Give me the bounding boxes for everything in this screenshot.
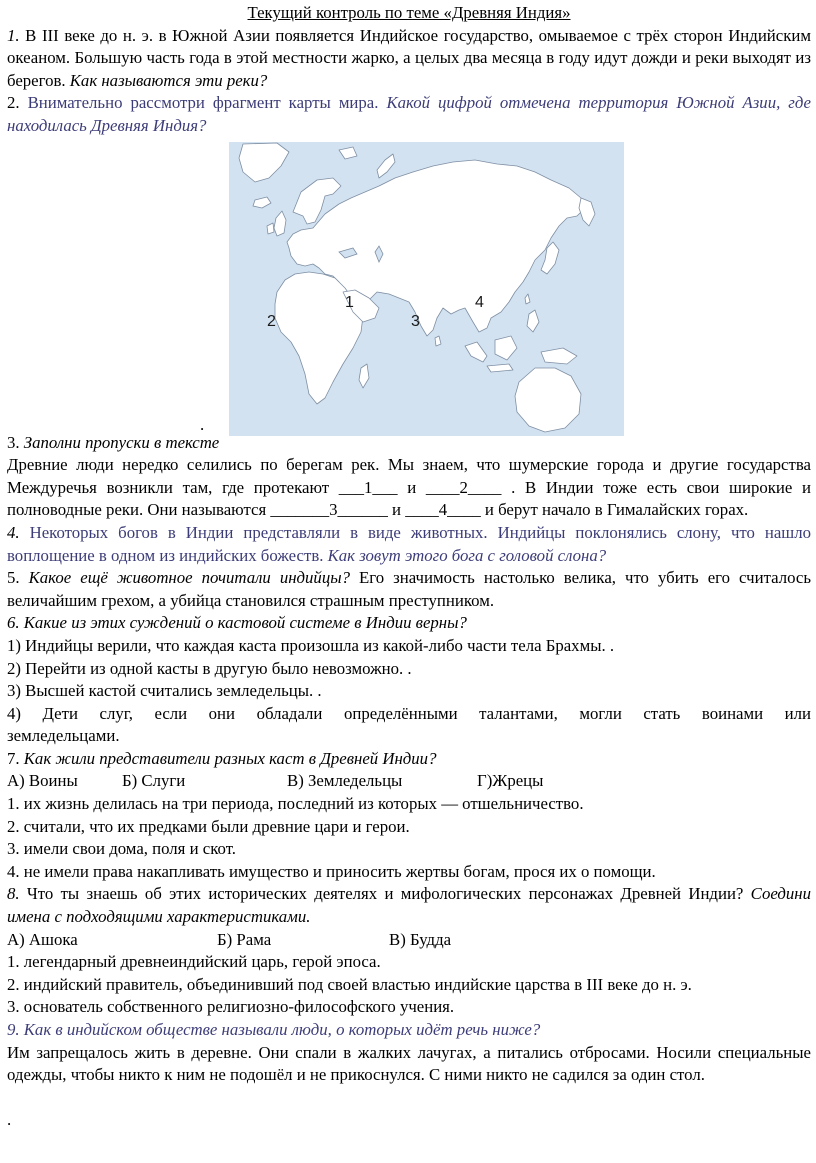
question-8 — [7, 883, 811, 928]
map-container — [7, 138, 811, 432]
question-7-title: Как жили представители разных каст в Древней Индии? — [19, 748, 437, 768]
question-1 — [7, 25, 811, 93]
page-title: Текущий контроль по теме «Древняя Индия» — [247, 3, 571, 22]
question-6-item-4: 4) Дети слуг, если они обладали определёнными талантами, могли стать воинами или земледельцами. — [7, 703, 811, 746]
question-4-number: 4. — [7, 522, 20, 542]
question-4 — [7, 522, 811, 567]
question-9-text: Им запрещалось жить в деревне. Они спали в жалких лачугах, а питались отбросами. Носили специальные одежды, чтобы никто к ним не подошёл и не прикоснулся. С ними никто не садился за один стол. — [7, 1042, 811, 1085]
question-2-text: Внимательно рассмотри фрагмент карты мира. — [19, 93, 387, 113]
question-8-item-3: 3. основатель собственного религиозно-философского учения. — [7, 997, 455, 1017]
question-2-number: 2. — [7, 93, 20, 113]
question-3-text: Древние люди нередко селились по берегам рек. Мы знаем, что шумерские города и другие государства Междуречья возникли там, где протекают ___1___ и ____2____ . В Индии тоже есть свои широкие и полноводные реки. Они называются _______3______ и ____4____ и берут начало в Гималайских горах. — [7, 455, 811, 520]
question-7-item-3: 3. имели свои дома, поля и скот. — [7, 839, 236, 859]
question-5-prompt: Какое ещё животное почитали индийцы? — [19, 568, 350, 588]
question-7-item-1: 1. их жизнь делилась на три периода, последний из которых — отшельничество. — [7, 794, 584, 814]
question-7-item-2: 2. считали, что их предками были древние цари и герои. — [7, 816, 410, 836]
question-2 — [7, 92, 811, 137]
question-6-heading: 6. Какие из этих суждений о кастовой системе в Индии верны? — [7, 613, 467, 633]
question-1-text: В III веке до н. э. в Южной Азии появляется Индийское государство, омываемое с трёх сторон Индийским океаном. Большую часть года в этой местности жарко, а целых два месяца в году идут дожди и реки выходят из берегов. — [7, 25, 811, 90]
question-4-text: Некоторых богов в Индии представляли в виде животных. Индийцы поклонялись слону, что нашло воплощение в одном из индийских божеств. — [7, 522, 811, 565]
question-8-title: Соедини имена с подходящими характеристиками. — [7, 884, 811, 927]
question-8-item-1: 1. легендарный древнеиндийский царь, герой эпоса. — [7, 952, 381, 972]
question-8-options — [7, 929, 811, 952]
question-8-option-a: А) Ашока — [7, 929, 78, 949]
question-9-prompt: 9. Как в индийском обществе называли люди, о которых идёт речь ниже? — [7, 1020, 541, 1039]
question-1-number: 1. — [7, 25, 20, 45]
question-7-option-c: В) Земледельцы — [287, 771, 403, 791]
question-5-text: Его значимость настолько велика, что убить его считалось величайшим грехом, а убийца становился страшным преступником. — [7, 568, 811, 610]
question-8-number: 8. — [7, 884, 20, 904]
worksheet — [7, 0, 811, 1131]
question-7-options — [7, 770, 811, 793]
map-label-3: 3 — [411, 312, 420, 330]
question-7-option-b: Б) Слуги — [122, 771, 186, 791]
map-label-1: 1 — [345, 293, 354, 311]
world-map — [229, 142, 624, 436]
question-7-option-a: А) Воины — [7, 771, 78, 791]
question-5 — [7, 567, 811, 612]
question-8-option-c: В) Будда — [389, 929, 452, 949]
question-1-prompt: Как называются эти реки? — [69, 70, 268, 90]
question-7-option-d: Г)Жрецы — [477, 771, 544, 791]
question-8-text: Что ты знаешь об этих исторических деятелях и мифологических персонажах Древней Индии? — [19, 884, 751, 904]
question-8-option-b: Б) Рама — [217, 929, 272, 949]
map-label-4: 4 — [475, 293, 484, 311]
question-6-item-3: 3) Высшей кастой считались земледельцы. . — [7, 681, 322, 701]
question-6-item-2: 2) Перейти из одной касты в другую было невозможно. . — [7, 658, 412, 678]
question-5-number: 5. — [7, 568, 20, 588]
question-6-item-1: 1) Индийцы верили, что каждая каста произошла из какой-либо части тела Брахмы. . — [7, 635, 615, 655]
question-7-heading — [7, 748, 811, 771]
question-7-item-4: 4. не имели права накапливать имущество и приносить жертвы богам, прося их о помощи. — [7, 861, 656, 881]
map-label-2: 2 — [267, 312, 276, 330]
question-7-number: 7. — [7, 748, 20, 768]
question-3-title: Заполни пропуски в тексте — [23, 432, 220, 452]
question-4-prompt: Как зовут этого бога с головой слона? — [327, 545, 607, 565]
question-2-prompt: Какой цифрой отмечена территория Южной Азии, где находилась Древняя Индия? — [7, 93, 811, 135]
map-dot: . — [200, 414, 205, 434]
question-3-number: 3. — [7, 432, 20, 452]
question-8-item-2: 2. индийский правитель, объединивший под своей властью индийские царства в III веке до н. э. — [7, 974, 692, 994]
end-dot: . — [7, 1109, 12, 1129]
